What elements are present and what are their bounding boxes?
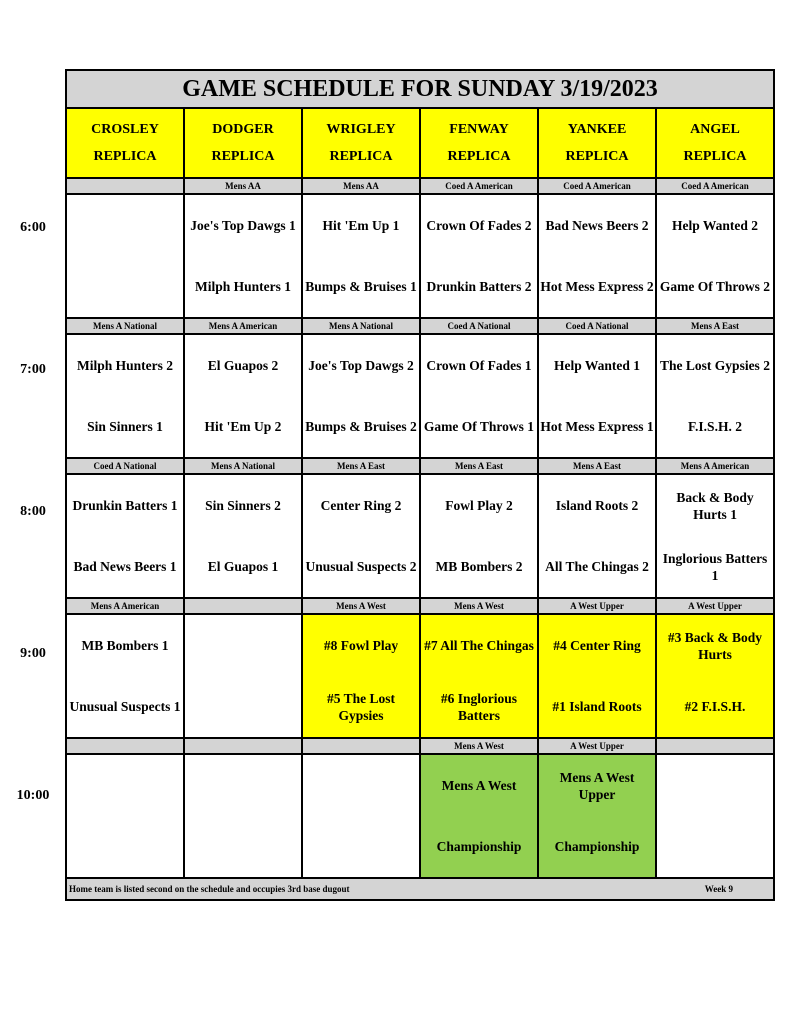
schedule-table: [65, 69, 775, 901]
division-label: A West Upper: [538, 598, 656, 614]
division-label: Mens A East: [302, 458, 420, 474]
field-header-fenway: [420, 108, 538, 178]
field-header-dodger: [184, 108, 302, 178]
field-subtitle: REPLICA: [565, 149, 629, 164]
game-cell: [302, 754, 420, 878]
away-team: Island Roots 2: [555, 498, 639, 513]
game-cell: [66, 474, 184, 598]
division-label: A West Upper: [538, 738, 656, 754]
home-team: [67, 256, 183, 317]
game-cell: [656, 194, 774, 318]
game-cell: [184, 754, 302, 878]
away-team: Crown Of Fades 1: [426, 358, 532, 373]
time-label: 6:00: [20, 220, 46, 235]
home-team: [67, 816, 183, 877]
home-team: Bumps & Bruises 2: [305, 419, 417, 434]
home-team: Bumps & Bruises 1: [305, 279, 417, 294]
field-name: FENWAY: [449, 122, 509, 137]
field-name: DODGER: [212, 122, 274, 137]
field-subtitle: REPLICA: [447, 149, 511, 164]
field-name: CROSLEY: [91, 122, 159, 137]
away-team: Sin Sinners 2: [205, 498, 281, 513]
home-team: F.I.S.H. 2: [688, 419, 742, 434]
game-row: [66, 614, 774, 738]
division-row: [66, 458, 774, 474]
home-team: [303, 816, 419, 877]
away-team: #8 Fowl Play: [323, 638, 399, 653]
division-label: Coed A American: [656, 178, 774, 194]
game-cell: [656, 614, 774, 738]
game-cell: [184, 474, 302, 598]
home-team: Unusual Suspects 2: [305, 559, 417, 574]
game-row: [66, 754, 774, 878]
away-team: Help Wanted 1: [553, 358, 641, 373]
footer-row: [66, 878, 774, 900]
home-team: Inglorious Batters 1: [662, 550, 768, 583]
home-team: Championship: [554, 839, 640, 854]
home-team: Drunkin Batters 2: [426, 279, 532, 294]
game-cell: [302, 194, 420, 318]
game-cell: [656, 754, 774, 878]
field-subtitle: REPLICA: [329, 149, 393, 164]
away-team: [67, 195, 183, 256]
home-team: #6 Inglorious Batters: [440, 690, 518, 723]
division-label: Coed A American: [420, 178, 538, 194]
away-team: El Guapos 2: [207, 358, 279, 373]
home-team: #5 The Lost Gypsies: [326, 690, 395, 723]
game-cell: [420, 334, 538, 458]
schedule-title: GAME SCHEDULE FOR SUNDAY 3/19/2023: [66, 70, 774, 108]
game-cell: [656, 334, 774, 458]
division-label: Mens A National: [302, 318, 420, 334]
away-team: [303, 755, 419, 816]
field-header-yankee: [538, 108, 656, 178]
away-team: Joe's Top Dawgs 1: [190, 218, 296, 233]
away-team: MB Bombers 1: [81, 638, 169, 653]
away-team: Bad News Beers 2: [545, 218, 649, 233]
footer-content: [67, 884, 773, 894]
game-cell: [538, 754, 656, 878]
game-cell: [420, 194, 538, 318]
division-label: [656, 738, 774, 754]
home-team: Unusual Suspects 1: [69, 699, 181, 714]
game-cell: [420, 754, 538, 878]
division-label: Mens A East: [656, 318, 774, 334]
away-team: Fowl Play 2: [445, 498, 513, 513]
home-team: Hot Mess Express 2: [540, 279, 654, 294]
away-team: [657, 755, 773, 816]
game-cell: [302, 474, 420, 598]
division-label: Coed A National: [538, 318, 656, 334]
field-name: ANGEL: [690, 122, 740, 137]
game-cell: [66, 194, 184, 318]
home-team: MB Bombers 2: [435, 559, 523, 574]
away-team: [185, 755, 301, 816]
division-label: [184, 738, 302, 754]
time-column: [0, 0, 66, 1024]
time-label: 9:00: [20, 646, 46, 661]
division-label: Coed A National: [420, 318, 538, 334]
division-label: Mens A East: [538, 458, 656, 474]
away-team: Drunkin Batters 1: [72, 498, 178, 513]
away-team: [185, 615, 301, 676]
footer-cell: [66, 878, 774, 900]
field-subtitle: REPLICA: [93, 149, 157, 164]
game-cell: [420, 614, 538, 738]
game-cell: [538, 334, 656, 458]
division-label: Coed A American: [538, 178, 656, 194]
division-row: [66, 318, 774, 334]
home-team: Game Of Throws 2: [659, 279, 771, 294]
field-header-row: [66, 108, 774, 178]
division-row: [66, 738, 774, 754]
field-subtitle: REPLICA: [211, 149, 275, 164]
field-header-wrigley: [302, 108, 420, 178]
away-team: #3 Back & Body Hurts: [667, 629, 763, 662]
field-header-angel: [656, 108, 774, 178]
home-team: Championship: [436, 839, 522, 854]
division-row: [66, 178, 774, 194]
home-team: Milph Hunters 1: [194, 279, 291, 294]
game-cell: [420, 474, 538, 598]
game-row: [66, 474, 774, 598]
away-team: Mens A West Upper: [559, 769, 635, 802]
game-cell: [656, 474, 774, 598]
division-label: Coed A National: [66, 458, 184, 474]
home-team: All The Chingas 2: [545, 559, 649, 574]
home-team: Sin Sinners 1: [87, 419, 163, 434]
field-name: WRIGLEY: [326, 122, 396, 137]
time-label: 8:00: [20, 504, 46, 519]
field-subtitle: REPLICA: [683, 149, 747, 164]
game-cell: [66, 614, 184, 738]
away-team: Mens A West: [441, 778, 517, 793]
home-team: Game Of Throws 1: [423, 419, 535, 434]
division-label: Mens A West: [302, 598, 420, 614]
time-label: 10:00: [16, 788, 50, 803]
division-label: Mens A West: [420, 598, 538, 614]
game-cell: [66, 754, 184, 878]
division-label: A West Upper: [656, 598, 774, 614]
division-label: Mens A National: [184, 458, 302, 474]
division-label: Mens AA: [184, 178, 302, 194]
game-cell: [184, 614, 302, 738]
game-row: [66, 334, 774, 458]
home-team: El Guapos 1: [207, 559, 279, 574]
home-team: #1 Island Roots: [552, 699, 642, 714]
division-label: Mens A West: [420, 738, 538, 754]
game-cell: [302, 614, 420, 738]
away-team: #4 Center Ring: [553, 638, 641, 653]
away-team: #7 All The Chingas: [424, 638, 534, 653]
away-team: Hit 'Em Up 1: [322, 218, 400, 233]
division-label: Mens A American: [656, 458, 774, 474]
away-team: Crown Of Fades 2: [426, 218, 532, 233]
game-row: [66, 194, 774, 318]
home-team: #2 F.I.S.H.: [684, 699, 746, 714]
game-cell: [538, 194, 656, 318]
game-cell: [184, 194, 302, 318]
division-label: Mens A East: [420, 458, 538, 474]
division-row: [66, 598, 774, 614]
home-team: Bad News Beers 1: [73, 559, 177, 574]
week-label: Week 9: [704, 884, 733, 894]
game-cell: [184, 334, 302, 458]
field-header-crosley: [66, 108, 184, 178]
division-label: [302, 738, 420, 754]
away-team: Center Ring 2: [320, 498, 402, 513]
division-label: Mens A American: [184, 318, 302, 334]
game-cell: [538, 474, 656, 598]
home-team: Hot Mess Express 1: [540, 419, 654, 434]
game-cell: [538, 614, 656, 738]
time-label: 7:00: [20, 362, 46, 377]
division-label: [184, 598, 302, 614]
home-team: [185, 676, 301, 737]
home-team: [657, 816, 773, 877]
away-team: Back & Body Hurts 1: [676, 489, 754, 522]
away-team: The Lost Gypsies 2: [660, 358, 770, 373]
division-label: Mens AA: [302, 178, 420, 194]
away-team: Milph Hunters 2: [76, 358, 173, 373]
home-team: Hit 'Em Up 2: [204, 419, 282, 434]
game-cell: [302, 334, 420, 458]
division-label: Mens A National: [66, 318, 184, 334]
away-team: [67, 755, 183, 816]
away-team: Joe's Top Dawgs 2: [308, 358, 414, 373]
field-name: YANKEE: [567, 122, 627, 137]
footer-note: Home team is listed second on the schedule and occupies 3rd base dugout: [69, 884, 350, 894]
division-label: Mens A American: [66, 598, 184, 614]
away-team: Help Wanted 2: [671, 218, 759, 233]
game-cell: [66, 334, 184, 458]
division-label: [66, 178, 184, 194]
division-label: [66, 738, 184, 754]
home-team: [185, 816, 301, 877]
